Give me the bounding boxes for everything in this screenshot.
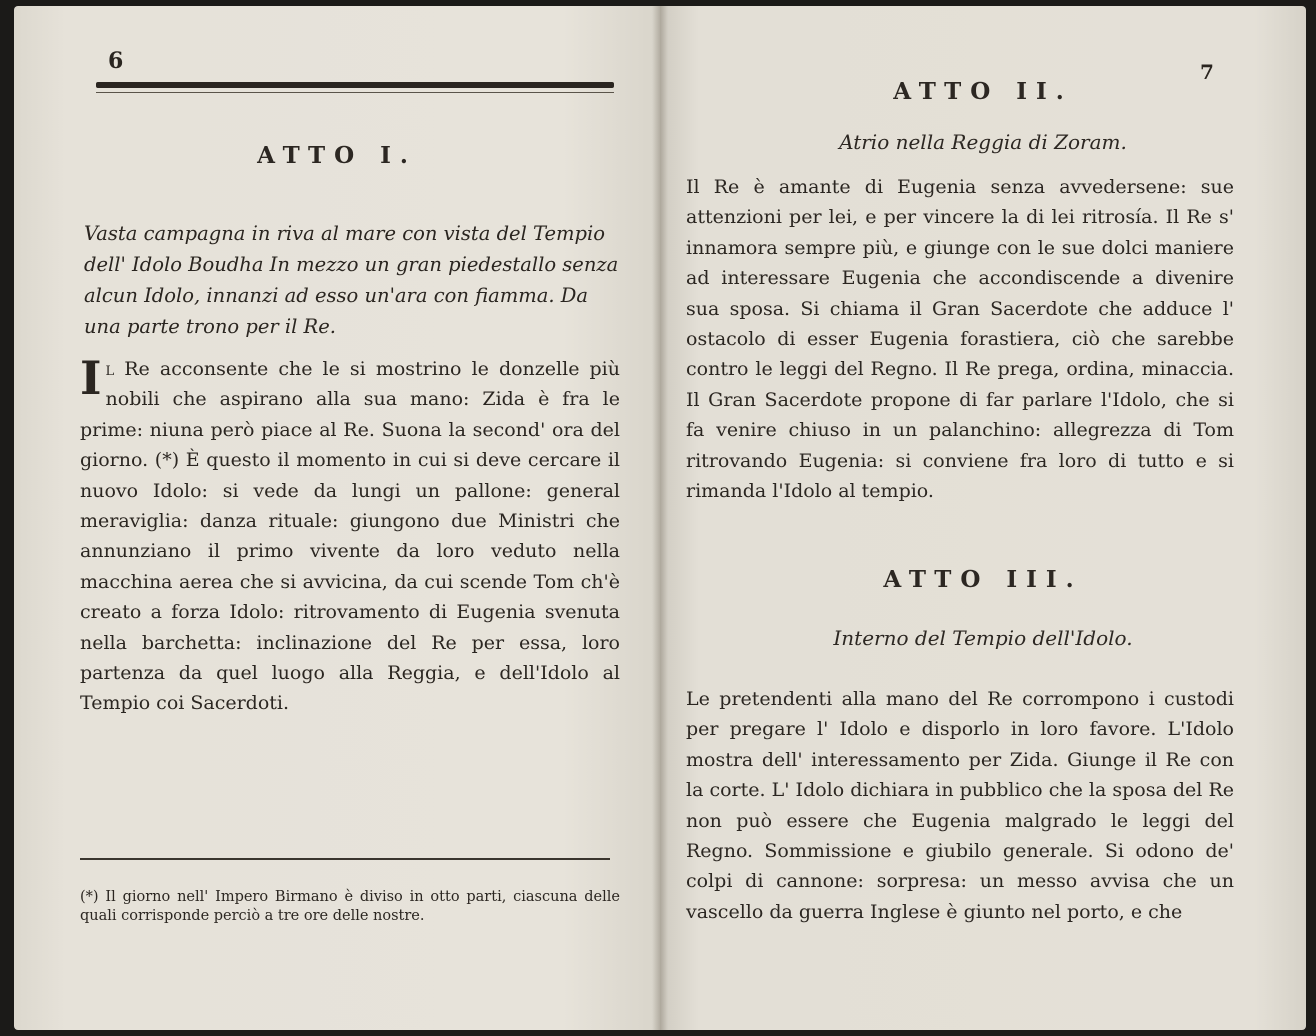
act-2-heading: ATTO II. bbox=[893, 78, 1073, 105]
act-1-body bbox=[80, 351, 620, 719]
act-3-body: Le pretendenti alla mano del Re corrompono i custodi per pregare l' Idolo e disporlo in loro favore. L'Idolo mostra dell' interessamento per Zida. Giunge il Re con la corte. L' Idolo dichiara in pubblico che la sposa del Re non può essere che Eugenia malgrado le leggi del Regno. Sommissione e giubilo generale. Si odono de' colpi di cannone: sorpresa: un messo avvisa che un vascello da guerra Inglese è giunto nel porto, e che bbox=[686, 688, 1234, 923]
page-number-right: 7 bbox=[1200, 60, 1214, 84]
page-number-left: 6 bbox=[108, 48, 124, 74]
act-3-scene: Interno del Tempio dell'Idolo. bbox=[833, 626, 1133, 650]
act-2-scene: Atrio nella Reggia di Zoram. bbox=[839, 130, 1127, 154]
header-rule-thin bbox=[96, 92, 614, 93]
act-1-body-text: Re acconsente che le si mostrino le donzelle più nobili che aspirano alla sua mano: Zida è fra le prime: niuna però piace al Re. Suona la second' ora del giorno. (*) È questo il momento in cui si deve cercare il nuovo Idolo: si vede da lungi un pallone: general meraviglia: danza rituale: giungono due Ministri che annunziano il primo vivente da loro veduto nella macchina aerea che si avvicina, da cui scende Tom ch'è creato a forza Idolo: ritrovamento di Eugenia svenuta nella barchetta: inclinazione del Re per essa, loro partenza da quel luogo alla Reggia, e dell'Idolo al Tempio coi Sacerdoti. bbox=[80, 358, 620, 715]
header-rule-thick bbox=[96, 82, 614, 88]
footnote-rule bbox=[80, 858, 610, 860]
right-page bbox=[660, 6, 1306, 1030]
drop-cap-rest: l bbox=[105, 358, 115, 380]
act-3-heading: ATTO III. bbox=[883, 566, 1083, 593]
footnote: (*) Il giorno nell' Impero Birmano è diviso in otto parti, ciascuna delle quali corrisponde perciò a tre ore delle nostre. bbox=[80, 889, 620, 924]
drop-cap: I bbox=[80, 351, 102, 405]
left-page bbox=[14, 6, 660, 1030]
act-2-body: Il Re è amante di Eugenia senza avvedersene: sue attenzioni per lei, e per vincere la di lei ritrosía. Il Re s' innamora sempre più, e giunge con le sue dolci maniere ad interessare Eugenia che accondiscende a divenire sua sposa. Si chiama il Gran Sacerdote che adduce l' ostacolo di esser Eugenia forastiera, ciò che sarebbe contro le leggi del Regno. Il Re prega, ordina, minaccia. Il Gran Sacerdote propone di far parlare l'Idolo, che si fa venire chiuso in un palanchino: allegrezza di Tom ritrovando Eugenia: si conviene fra loro di tutto e si rimanda l'Idolo al tempio. bbox=[686, 176, 1234, 503]
act-1-heading: ATTO I. bbox=[257, 142, 417, 169]
book-gutter bbox=[652, 6, 668, 1030]
act-1-scene-description: Vasta campagna in riva al mare con vista del Tempio dell' Idolo Boudha In mezzo un gran piedestallo senza alcun Idolo, innanzi ad esso un'ara con fiamma. Da una parte trono per il Re. bbox=[84, 222, 619, 338]
